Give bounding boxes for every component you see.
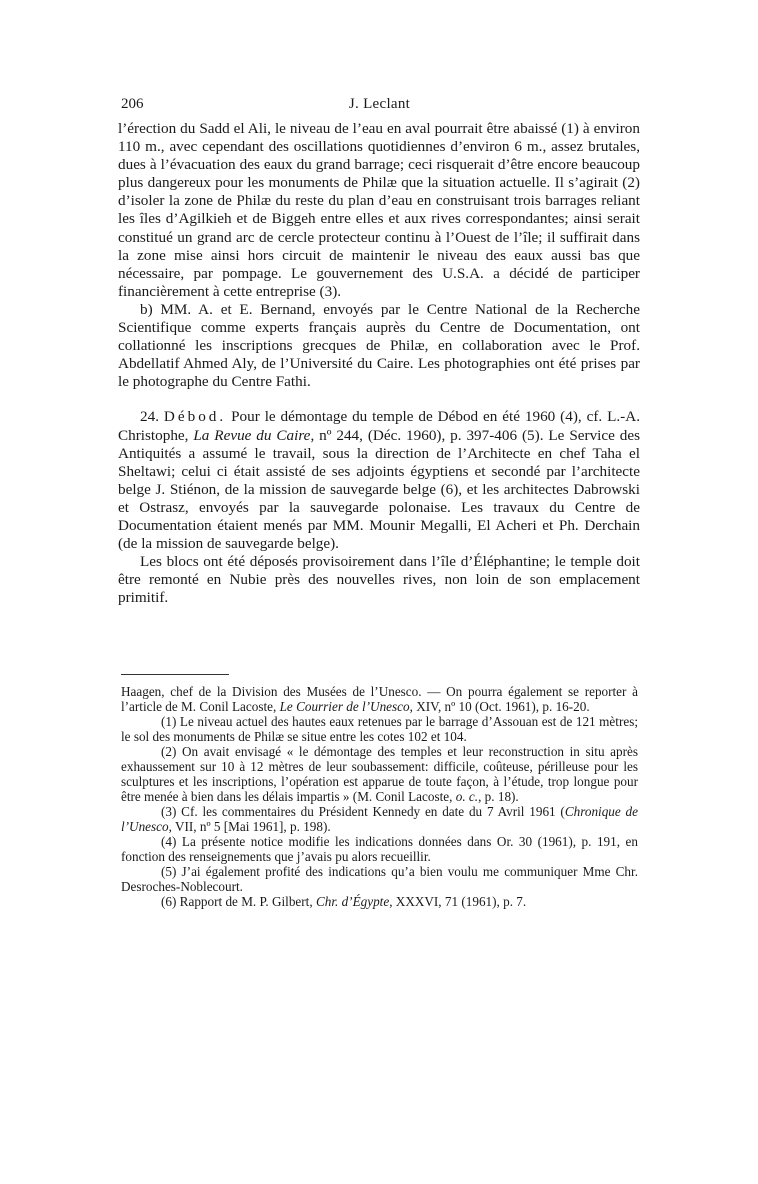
main-text — [118, 120, 640, 607]
footnote-5: (5) J’ai également profité des indications qu’a bien voulu me communiquer Mme Chr. Desroches-Noblecourt. — [121, 864, 638, 894]
paragraph-bernand-inscriptions: b) MM. A. et E. Bernand, envoyés par le Centre National de la Recherche Scientifique comme experts français auprès du Centre de Documentation, ont collationné les inscriptions grecques de Philæ, en collaboration avec le Prof. Abdellatif Ahmed Aly, de l’Université du Caire. Les photographies ont été prises par le photographe du Centre Fathi. — [118, 300, 640, 391]
journal-title: La Revue du Caire — [193, 426, 311, 444]
footnote-1: (1) Le niveau actuel des hautes eaux retenues par le barrage d’Assouan est de 121 mètres; le sol des monuments de Philæ se situe entre les cotes 102 et 104. — [121, 714, 638, 744]
footnote-2: (2) On avait envisagé « le démontage des temples et leur reconstruction in situ après exhaussement sur 10 à 12 mètres de leur soubassement: difficile, coûteuse, périlleuse pour les sculptures et les inscriptions, l’opération est apparue de toute façon, à l’étude, trop longue pour être menée à bien dans les délais impartis » (M. Conil Lacoste, o. c., p. 18). — [121, 744, 638, 804]
footnote-continuation: Haagen, chef de la Division des Musées de l’Unesco. — On pourra également se reporter à l’article de M. Conil Lacoste, Le Courrier de l’Unesco, XIV, nº 10 (Oct. 1961), p. 16-20. — [121, 684, 638, 714]
page-header — [121, 96, 638, 118]
page-number: 206 — [121, 96, 144, 112]
footnotes — [121, 684, 638, 909]
footnote-6: (6) Rapport de M. P. Gilbert, Chr. d’Égypte, XXXVI, 71 (1961), p. 7. — [161, 894, 527, 909]
paragraph-elephantine: Les blocs ont été déposés provisoirement dans l’île d’Éléphantine; le temple doit être remonté en Nubie près des nouvelles rives, non loin de son emplacement primitif. — [118, 553, 640, 607]
footnote-4: (4) La présente notice modifie les indications données dans Or. 30 (1961), p. 191, en fonction des renseignements que j’avais pu alors recueillir. — [121, 834, 638, 864]
paragraph-debod: 24. Débod. Pour le démontage du temple de Débod en été 1960 (4), cf. L.-A. Christophe, La Revue du Caire, nº 244, (Déc. 1960), p. 397-406 (5). Le Service des Antiquités a assumé le travail, sous la direction de l’Architecte en chef Taha el Sheltawi; celui ci était assisté de ses adjoints égyptiens et secondé par l’architecte belge J. Stiénon, de la mission de sauvegarde belge (6), et les architectes Dabrowski et Ostrasz, envoyés par la sauvegarde polonaise. Les travaux du Centre de Documentation étaient menés par MM. Mounir Megalli, El Acheri et Ph. Derchain (de la mission de sauvegarde belge). — [118, 408, 641, 553]
paragraph-philae-barrages: l’érection du Sadd el Ali, le niveau de l’eau en aval pourrait être abaissé (1) à environ 110 m., avec cependant des oscillations quotidiennes d’environ 6 m., assez brutales, dues à l’évacuation des eaux du grand barrage; ceci risquerait d’être encore beaucoup plus dangereux pour les monuments de Philæ que la situation actuelle. Il s’agirait (2) d’isoler la zone de Philæ du reste du plan d’eau en construisant trois barrages reliant les îles d’Agilkieh et de Biggeh entre elles et aux rives correspondantes; ainsi serait constitué un grand arc de cercle protecteur continu à l’Ouest de l’île; il suffirait dans la zone mise ainsi hors circuit de maintenir le niveau des eaux aussi bas que nécessaire, par pompage. Le gouvernement des U.S.A. a décidé de participer financièrement à cette entreprise (3). — [118, 120, 640, 300]
section-number: 24. — [140, 408, 159, 426]
running-head: J. Leclant — [348, 96, 411, 112]
section-heading-debod: Débod. — [163, 408, 227, 426]
footnote-3: (3) Cf. les commentaires du Président Kennedy en date du 7 Avril 1961 (Chronique de l’Unesco, VII, nº 5 [Mai 1961], p. 198). — [121, 804, 638, 834]
footnote-rule — [121, 674, 229, 675]
section-gap — [118, 391, 640, 408]
